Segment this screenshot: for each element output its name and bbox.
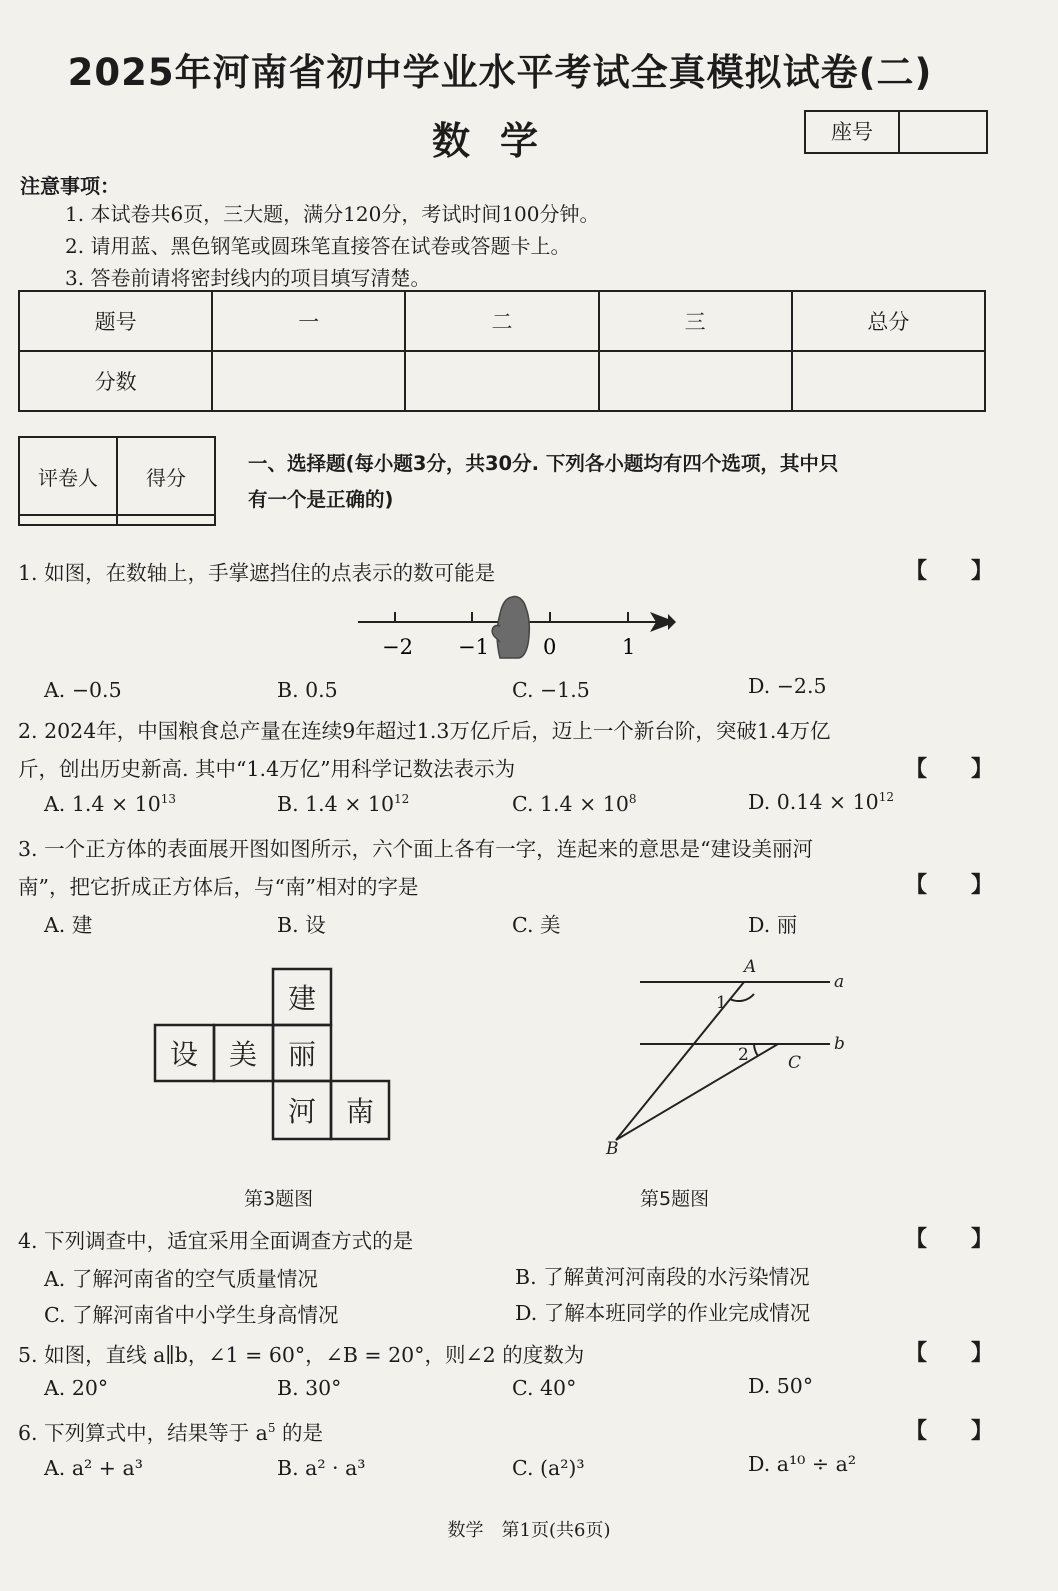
q3-option-d[interactable]: D. 丽 — [748, 913, 798, 937]
q5-option-b[interactable]: B. 30° — [277, 1376, 342, 1400]
thumb-icon — [492, 626, 500, 642]
angle-label-1: 1 — [716, 993, 727, 1013]
q2-option-d[interactable]: D. $0.14 \times 10^{12}$ — [748, 790, 894, 814]
q5-option-d[interactable]: D. 50° — [748, 1374, 814, 1398]
answer-bracket-q3[interactable]: 【 】 — [905, 873, 994, 898]
q2-option-c[interactable]: C. $1.4 \times 10^8$ — [512, 792, 637, 816]
line-label-b: b — [834, 1034, 845, 1054]
answer-bracket-q2[interactable]: 【 】 — [905, 757, 994, 782]
page-footer: 数学 第1页(共6页) — [447, 1520, 611, 1541]
notice-item-3: 3. 答卷前请将密封线内的项目填写清楚。 — [65, 266, 431, 290]
exam-title: 2025年河南省初中学业水平考试全真模拟试卷(二) — [67, 51, 933, 94]
answer-bracket-q4[interactable]: 【 】 — [905, 1227, 994, 1252]
notice-item-2: 2. 请用蓝、黑色钢笔或圆珠笔直接答在试卷或答题卡上。 — [65, 234, 571, 258]
subject-title: 数学 — [431, 119, 568, 163]
q5-option-c[interactable]: C. 40° — [512, 1376, 577, 1400]
q2-option-b[interactable]: B. $1.4 \times 10^{12}$ — [277, 792, 410, 816]
section-heading — [248, 446, 988, 518]
net-face-char: 美 — [228, 1038, 258, 1071]
figure-3-caption: 第3题图 — [244, 1188, 314, 1210]
answer-bracket-q1[interactable]: 【 】 — [905, 559, 994, 584]
score-cell[interactable] — [599, 351, 792, 411]
q1-option-d[interactable]: D. −2.5 — [748, 674, 827, 698]
parallel-lines-figure — [600, 954, 870, 1164]
notice-item-1: 1. 本试卷共6页，三大题，满分120分，考试时间100分钟。 — [65, 202, 600, 226]
q3-option-a[interactable]: A. 建 — [44, 913, 93, 937]
answer-bracket-q6[interactable]: 【 】 — [905, 1419, 994, 1444]
seat-label: 座号 — [806, 112, 900, 152]
question-5-stem: 5. 如图，直线 a∥b，∠1 = 60°，∠B = 20°，则∠2 的度数为 — [18, 1343, 585, 1367]
score-table-header: 一 — [212, 291, 405, 351]
q3-option-c[interactable]: C. 美 — [512, 913, 561, 937]
score-table-header: 三 — [599, 291, 792, 351]
point-label-a: A — [744, 957, 757, 977]
point-label-c: C — [788, 1053, 802, 1073]
angle-label-2: 2 — [738, 1045, 749, 1065]
q1-option-c[interactable]: C. −1.5 — [512, 678, 590, 702]
question-4-stem: 4. 下列调查中，适宜采用全面调查方式的是 — [18, 1229, 414, 1253]
net-face-char: 设 — [169, 1038, 199, 1071]
question-3-line1: 3. 一个正方体的表面展开图如图所示，六个面上各有一字，连起来的意思是“建设美丽河 — [18, 837, 814, 861]
q5-option-a[interactable]: A. 20° — [44, 1376, 109, 1400]
q2-option-a[interactable]: A. $1.4 \times 10^{13}$ — [44, 792, 177, 816]
net-face-char: 丽 — [287, 1038, 317, 1071]
question-2-line2: 斤，创出历史新高. 其中“1.4万亿”用科学记数法表示为 — [18, 757, 516, 781]
question-3-line2: 南”，把它折成正方体后，与“南”相对的字是 — [18, 875, 419, 899]
q4-option-d[interactable]: D. 了解本班同学的作业完成情况 — [515, 1301, 811, 1325]
tick-label: 0 — [543, 635, 557, 659]
line-label-a: a — [834, 972, 845, 992]
q4-option-a[interactable]: A. 了解河南省的空气质量情况 — [44, 1267, 318, 1291]
net-face-char: 河 — [287, 1095, 317, 1128]
q1-option-b[interactable]: B. 0.5 — [277, 678, 338, 702]
grader-table — [18, 436, 216, 526]
score-table-header: 二 — [405, 291, 598, 351]
question-6-stem: 6. 下列算式中，结果等于 $a^5$ 的是 — [18, 1421, 323, 1445]
tick-label: −1 — [458, 635, 489, 659]
answer-bracket-q5[interactable]: 【 】 — [905, 1341, 994, 1366]
section-heading-line: 一、选择题(每小题3分，共30分. 下列各小题均有四个选项，其中只 — [248, 452, 839, 475]
question-1-stem: 1. 如图，在数轴上，手掌遮挡住的点表示的数可能是 — [18, 561, 496, 585]
angle-2-arc — [754, 1044, 758, 1056]
score-table — [18, 290, 986, 412]
question-2-line1: 2. 2024年，中国粮食总产量在连续9年超过1.3万亿斤后，迈上一个新台阶，突破1.4万亿 — [18, 719, 831, 743]
q1-option-a[interactable]: A. −0.5 — [44, 678, 122, 702]
number-line-figure — [350, 592, 680, 670]
cube-net-figure — [150, 966, 400, 1146]
q6-option-b[interactable]: B. a² · a³ — [277, 1456, 366, 1480]
notice-title: 注意事项： — [20, 174, 120, 198]
score-field[interactable] — [117, 515, 215, 525]
score-table-score-row — [19, 351, 985, 411]
q4-option-b[interactable]: B. 了解黄河河南段的水污染情况 — [515, 1265, 810, 1289]
reviewer-label: 评卷人 — [19, 437, 117, 515]
seat-number-field[interactable] — [900, 112, 986, 152]
seat-number-box — [804, 110, 988, 154]
score-cell[interactable] — [212, 351, 405, 411]
q6-option-a[interactable]: A. a² + a³ — [44, 1456, 143, 1480]
net-face-char: 建 — [287, 982, 317, 1015]
score-cell[interactable] — [405, 351, 598, 411]
hand-icon — [497, 597, 529, 658]
q6-option-d[interactable]: D. a¹⁰ ÷ a² — [748, 1452, 857, 1476]
q4-option-c[interactable]: C. 了解河南省中小学生身高情况 — [44, 1303, 339, 1327]
net-face-char: 南 — [345, 1095, 375, 1128]
figure-5-caption: 第5题图 — [640, 1188, 710, 1210]
section-heading-line: 有一个是正确的) — [248, 488, 394, 511]
tick-label: 1 — [622, 635, 636, 659]
score-row-label: 分数 — [19, 351, 212, 411]
score-table-header: 题号 — [19, 291, 212, 351]
q3-option-b[interactable]: B. 设 — [277, 913, 326, 937]
reviewer-field[interactable] — [19, 515, 117, 525]
score-cell[interactable] — [792, 351, 985, 411]
segment-bc — [616, 1044, 778, 1140]
score-table-header-row — [19, 291, 985, 351]
q6-option-c[interactable]: C. (a²)³ — [512, 1456, 585, 1480]
point-label-b: B — [606, 1139, 619, 1159]
score-table-header: 总分 — [792, 291, 985, 351]
score-label: 得分 — [117, 437, 215, 515]
tick-label: −2 — [382, 635, 413, 659]
